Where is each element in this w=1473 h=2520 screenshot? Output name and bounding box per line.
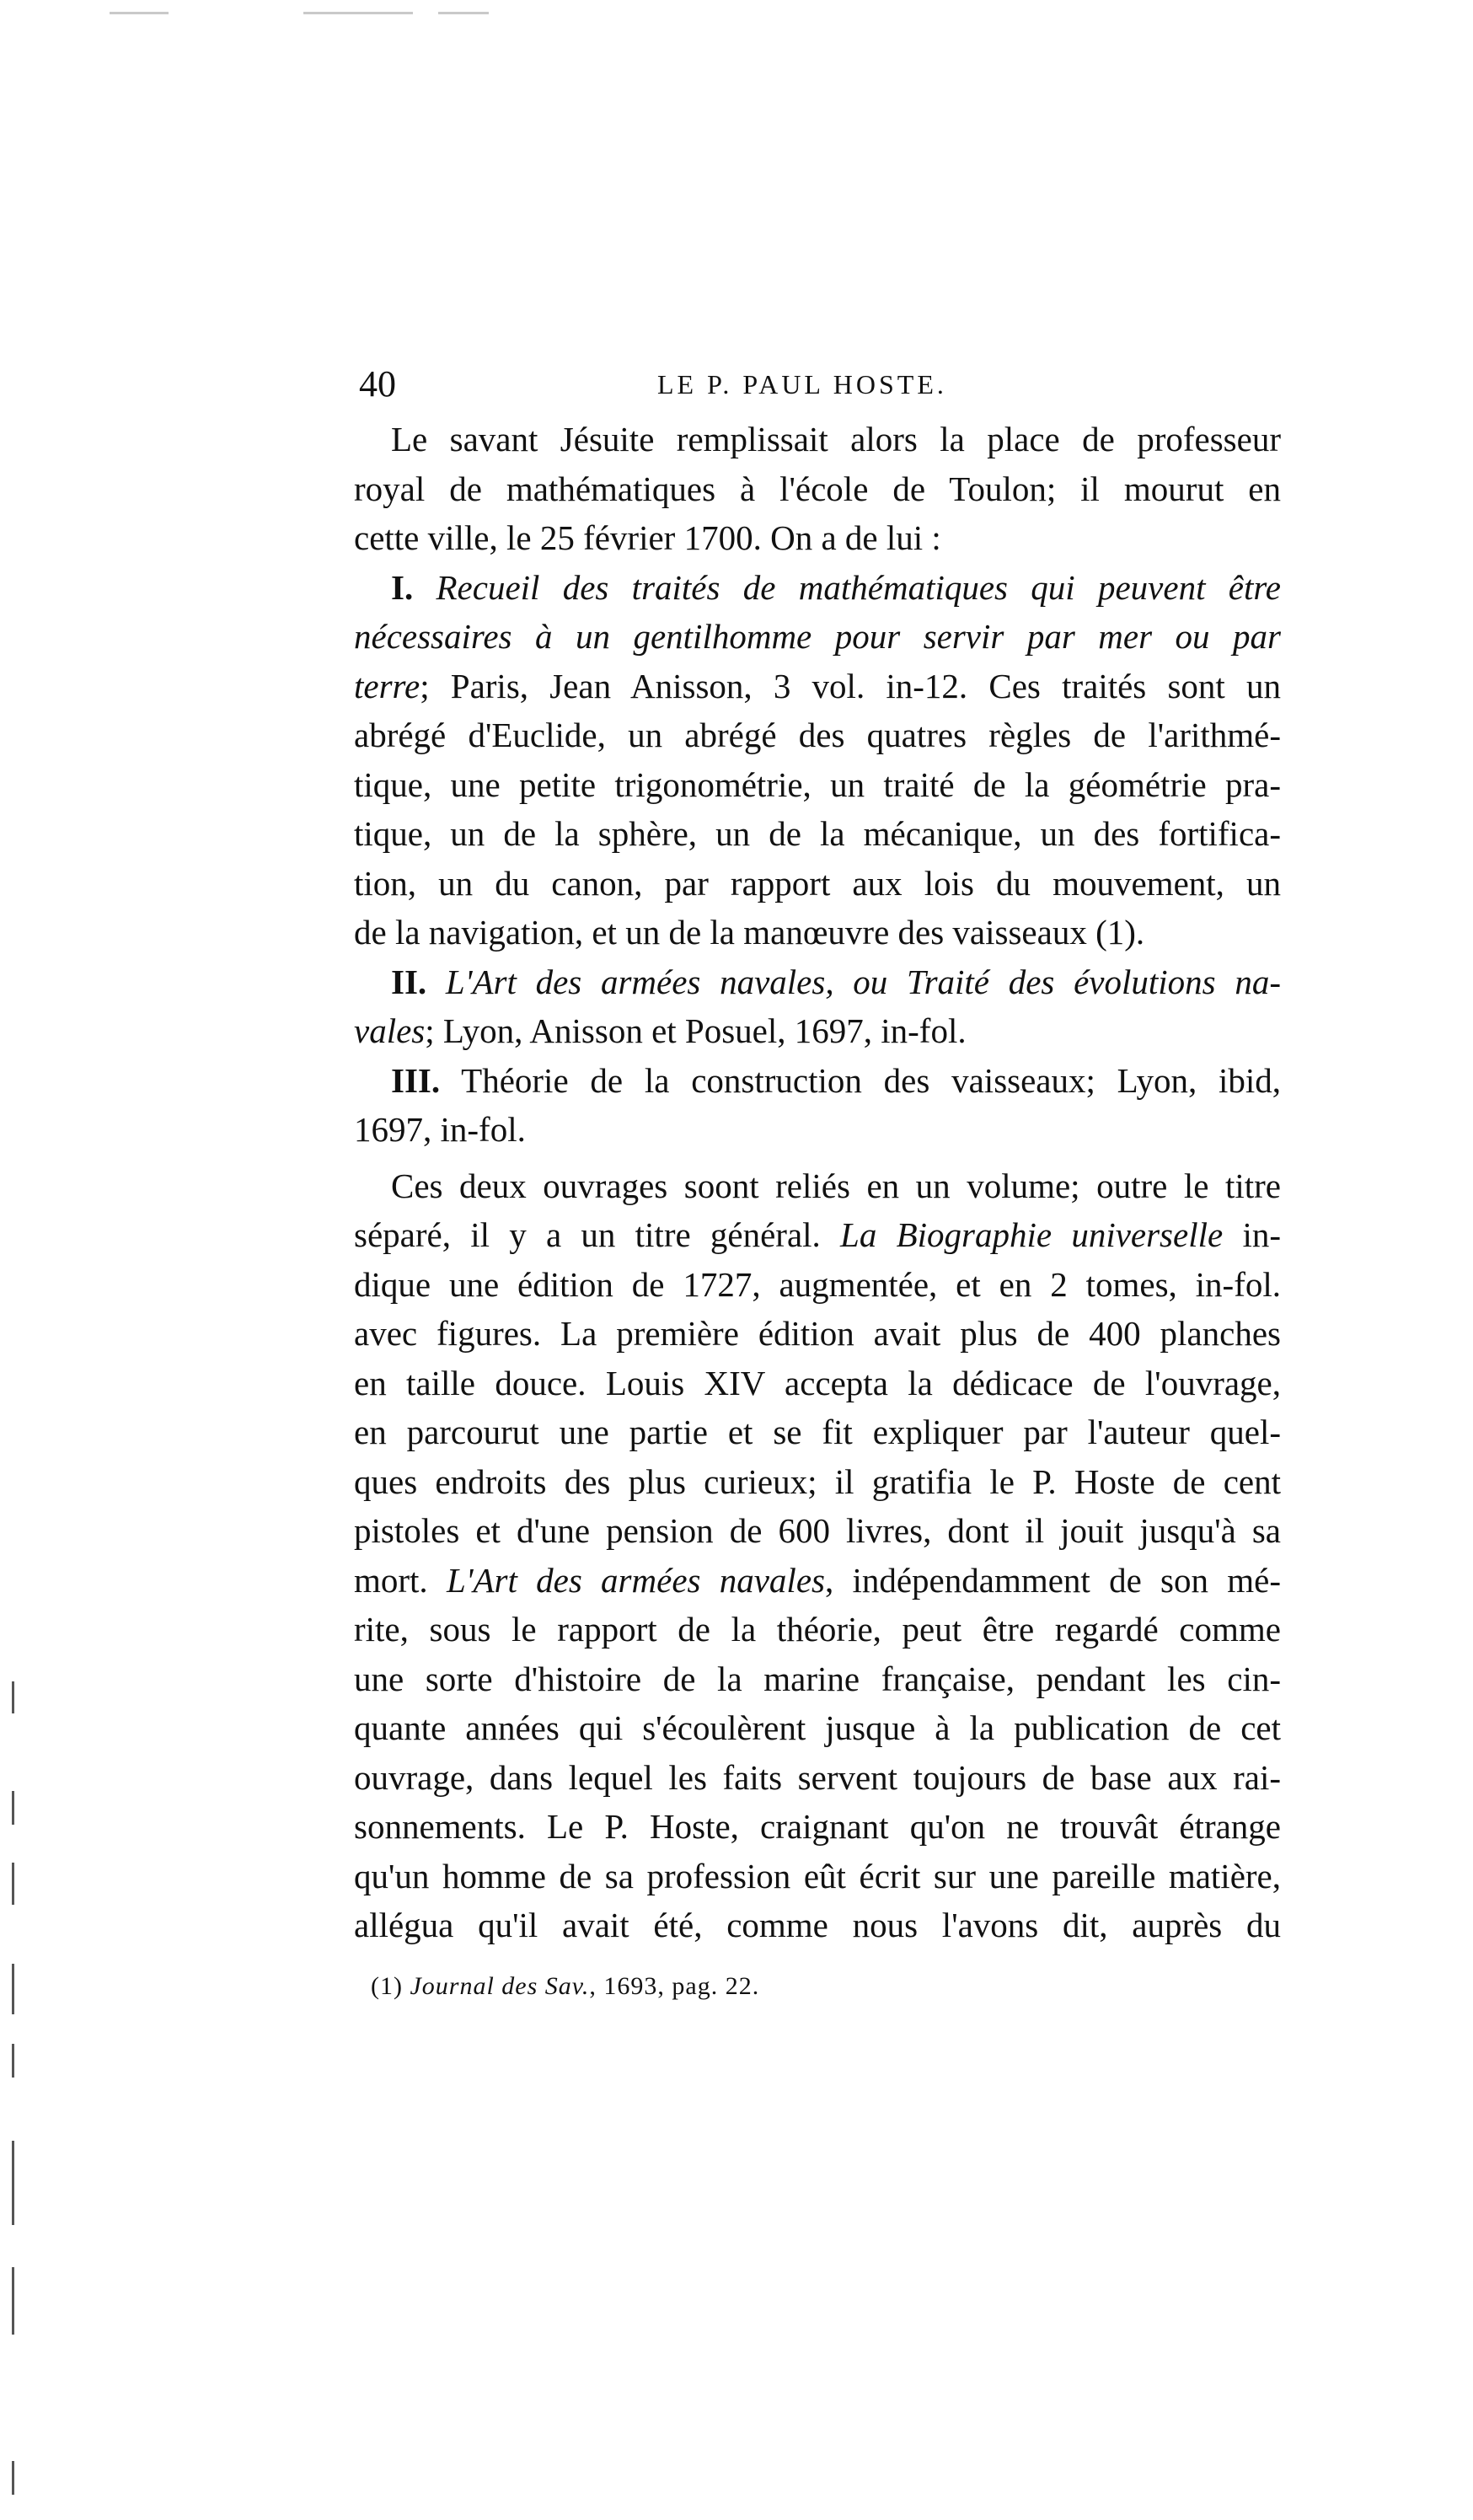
text-line: en taille douce. Louis XIV accepta la dédicace de l'ouvrage, xyxy=(354,1363,1281,1402)
text-line: dique une édition de 1727, augmentée, et en 2 tomes, in-fol. xyxy=(354,1264,1281,1304)
scan-margin-mark xyxy=(12,2044,14,2078)
text-line: avec figures. La première édition avait plus de 400 planches xyxy=(354,1314,1281,1353)
text-line: séparé, il y a un titre général. La Biographie universelle in- xyxy=(354,1215,1281,1254)
text-line: mort. L'Art des armées navales, indépendamment de son mé- xyxy=(354,1560,1281,1600)
work-title: terre xyxy=(354,666,420,705)
text-line: rite, sous le rapport de la théorie, peut être regardé comme xyxy=(354,1610,1281,1649)
text-line xyxy=(354,957,1281,1007)
text-line: Le savant Jésuite remplissait alors la place de professeur xyxy=(391,420,1281,458)
text-line: abrégé d'Euclide, un abrégé des quatres règles de l'arithmé- xyxy=(354,716,1281,754)
text-line: tique, une petite trigonométrie, un traité de la géométrie pra- xyxy=(354,764,1281,804)
footnote-citation: , 1693, pag. 22. xyxy=(589,1972,760,2000)
work-title: L'Art des armées navales xyxy=(446,1560,825,1600)
scan-edge-mark xyxy=(303,12,413,14)
text-line: vales; Lyon, Anisson et Posuel, 1697, in-fol. xyxy=(354,1011,967,1050)
running-head: LE P. PAUL HOSTE. xyxy=(657,369,947,399)
work-title: L'Art des armées navales, ou Traité des évolutions na- xyxy=(445,962,1281,1001)
scan-margin-mark xyxy=(12,1791,14,1825)
scan-margin-mark xyxy=(12,2461,14,2495)
item-number: II. xyxy=(391,962,427,1001)
text-line: cette ville, le 25 février 1700. On a de lui : xyxy=(354,518,941,557)
footnote-marker: (1) xyxy=(371,1972,403,2000)
scan-margin-mark xyxy=(12,2141,14,2225)
work-title: Recueil des traités de mathématiques qui peuvent être xyxy=(436,567,1281,607)
text-line: royal de mathématiques à l'école de Toulon; il mourut en xyxy=(354,469,1281,508)
text-line: allégua qu'il avait été, comme nous l'avons dit, auprès du xyxy=(354,1906,1281,1944)
page-number: 40 xyxy=(359,363,396,405)
scan-edge-mark xyxy=(110,12,169,14)
item-number: I. xyxy=(391,567,414,607)
text-line: pistoles et d'une pension de 600 livres, dont il jouit jusqu'à sa xyxy=(354,1511,1281,1550)
body-text xyxy=(354,415,1281,1950)
text-line: sonnements. Le P. Hoste, craignant qu'on ne trouvât étrange xyxy=(354,1807,1281,1846)
text-line: de la navigation, et un de la manœuvre des vaisseaux (1). xyxy=(354,913,1145,952)
scan-margin-mark xyxy=(12,2267,14,2335)
scan-margin-mark xyxy=(12,1964,14,2014)
text-line xyxy=(354,612,1281,662)
text-line: terre; Paris, Jean Anisson, 3 vol. in-12. Ces traités sont un xyxy=(354,666,1281,705)
text-line: une sorte d'histoire de la marine française, pendant les cin- xyxy=(354,1659,1281,1698)
text-line: ques endroits des plus curieux; il gratifia le P. Hoste de cent xyxy=(354,1461,1281,1501)
text-line: tique, un de la sphère, un de la mécanique, un des fortifica- xyxy=(354,814,1281,853)
text-line: III. Théorie de la construction des vaisseaux; Lyon, ibid, xyxy=(391,1060,1281,1100)
text-line: quante années qui s'écoulèrent jusque à la publication de cet xyxy=(354,1708,1281,1747)
page-header xyxy=(354,362,1281,413)
item-number: III. xyxy=(391,1060,441,1100)
text-line: Ces deux ouvrages soont reliés en un volume; outre le titre xyxy=(391,1166,1281,1205)
footnote xyxy=(371,1972,759,2001)
text-line xyxy=(354,563,1281,613)
text-line: qu'un homme de sa profession eût écrit sur une pareille matière, xyxy=(354,1856,1281,1895)
scan-margin-mark xyxy=(12,1863,14,1905)
footnote-source: Journal des Sav. xyxy=(410,1972,590,2000)
scan-edge-mark xyxy=(438,12,489,14)
work-title: nécessaires à un gentilhomme pour servir par mer ou par xyxy=(354,617,1281,656)
text-line: ouvrage, dans lequel les faits servent toujours de base aux rai- xyxy=(354,1757,1281,1797)
work-title: vales xyxy=(354,1011,426,1050)
text-line: en parcourut une partie et se fit expliquer par l'auteur quel- xyxy=(354,1413,1281,1451)
scan-margin-mark xyxy=(12,1681,14,1713)
text-line: 1697, in-fol. xyxy=(354,1110,526,1149)
text-line: tion, un du canon, par rapport aux lois du mouvement, un xyxy=(354,863,1281,903)
work-title: La Biographie universelle xyxy=(840,1215,1224,1254)
